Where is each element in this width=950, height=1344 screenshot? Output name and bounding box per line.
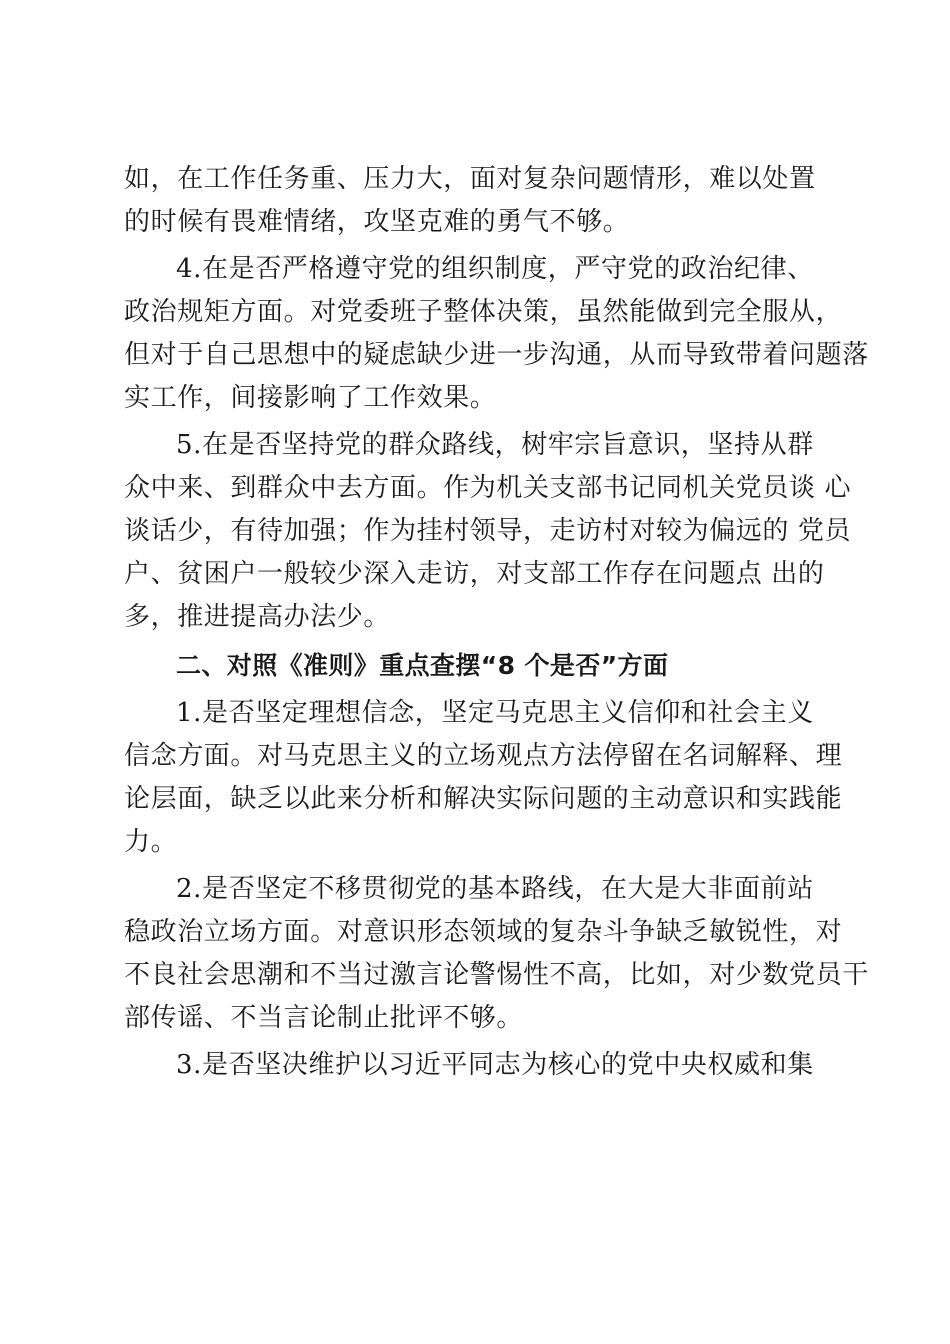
text-line: 实工作，间接影响了工作效果。 bbox=[124, 383, 497, 413]
document-body bbox=[124, 158, 869, 1087]
text-line: 1.是否坚定理想信念，坚定马克思主义信仰和社会主义 bbox=[176, 698, 814, 728]
text-line: 户、贫困户一般较少深入走访，对支部工作存在问题点 出的 bbox=[124, 559, 825, 589]
text-line: 4.在是否严格遵守党的组织制度，严守党的政治纪律、 bbox=[176, 254, 814, 284]
text-line: 3.是否坚决维护以习近平同志为核心的党中央权威和集 bbox=[176, 1050, 814, 1080]
text-line: 众中来、到群众中去方面。作为机关支部书记同机关党员谈 心 bbox=[124, 473, 852, 503]
text-line: 稳政治立场方面。对意识形态领域的复杂斗争缺乏敏锐性，对 bbox=[124, 917, 843, 947]
text-line: 力。 bbox=[124, 827, 178, 857]
text-line: 5.在是否坚持党的群众路线，树牢宗旨意识，坚持从群 bbox=[176, 430, 814, 460]
text-line: 2.是否坚定不移贯彻党的基本路线，在大是大非面前站 bbox=[176, 874, 814, 904]
text-line: 论层面，缺乏以此来分析和解决实际问题的主动意识和实践能 bbox=[124, 784, 843, 814]
section-heading: 二、对照《准则》重点查摆“8 个是否”方面 bbox=[176, 651, 669, 680]
text-line: 但对于自己思想中的疑虑缺少进一步沟通，从而导致带着问题落 bbox=[124, 340, 869, 370]
text-line: 如，在工作任务重、压力大，面对复杂问题情形，难以处置 bbox=[124, 164, 816, 194]
text-line: 信念方面。对马克思主义的立场观点方法停留在名词解释、理 bbox=[124, 741, 843, 771]
text-line: 的时候有畏难情绪，攻坚克难的勇气不够。 bbox=[124, 207, 630, 237]
text-line: 多，推进提高办法少。 bbox=[124, 602, 391, 632]
text-line: 部传谣、不当言论制止批评不够。 bbox=[124, 1003, 524, 1033]
text-line: 政治规矩方面。对党委班子整体决策，虽然能做到完全服从， bbox=[124, 297, 843, 327]
text-line: 不良社会思潮和不当过激言论警惕性不高，比如，对少数党员干 bbox=[124, 960, 869, 990]
text-line: 谈话少，有待加强；作为挂村领导，走访村对较为偏远的 党员 bbox=[124, 516, 852, 546]
